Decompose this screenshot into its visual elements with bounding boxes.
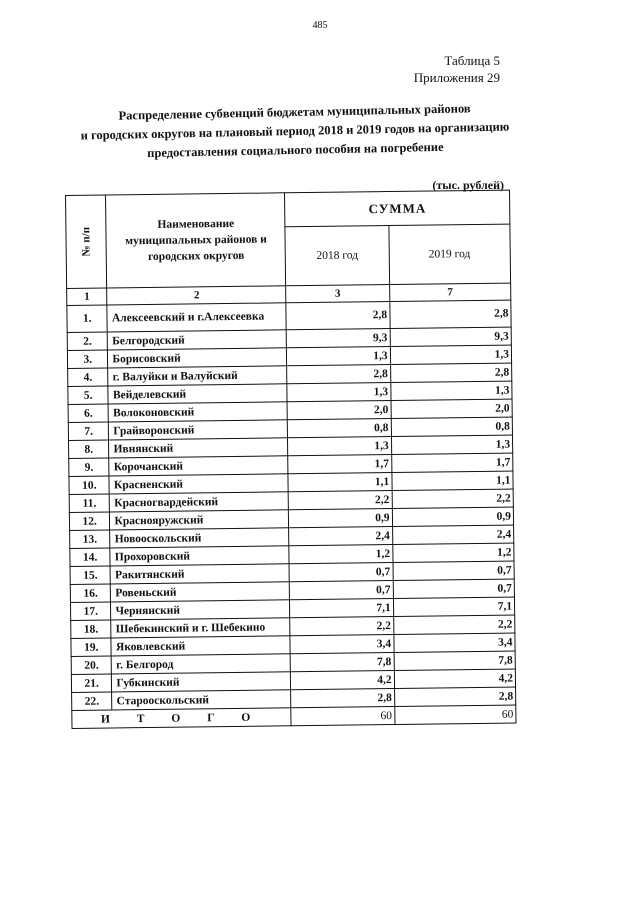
row-value-2019: 1,3 bbox=[391, 435, 513, 454]
row-value-2019: 9,3 bbox=[390, 327, 512, 346]
row-value-2019: 2,2 bbox=[393, 615, 515, 634]
row-value-2019: 0,7 bbox=[393, 579, 515, 598]
row-district-name: Вейделевский bbox=[108, 384, 287, 404]
row-value-2018: 0,8 bbox=[288, 419, 391, 438]
row-number: 14. bbox=[70, 548, 111, 566]
row-value-2018: 2,2 bbox=[289, 491, 392, 510]
table-ref-line1: Таблица 5 bbox=[444, 53, 500, 68]
header-year-2018: 2018 год bbox=[285, 226, 389, 286]
row-number: 7. bbox=[68, 422, 109, 440]
table-header bbox=[66, 190, 511, 305]
page-number: 485 bbox=[312, 20, 328, 31]
row-number: 2. bbox=[67, 332, 108, 350]
row-value-2018: 2,4 bbox=[289, 527, 392, 546]
row-value-2018: 2,0 bbox=[288, 401, 391, 420]
row-district-name: Волоконовский bbox=[109, 402, 288, 422]
row-value-2018: 1,1 bbox=[288, 473, 391, 492]
row-value-2019: 3,4 bbox=[394, 633, 516, 652]
row-number: 8. bbox=[68, 440, 109, 458]
header-num bbox=[66, 195, 108, 288]
title-line3: предоставления социального пособия на погребение bbox=[147, 139, 444, 161]
row-number: 1. bbox=[67, 305, 108, 332]
row-number: 3. bbox=[67, 350, 108, 368]
row-district-name: Краснояружский bbox=[110, 510, 289, 530]
column-index: 7 bbox=[389, 283, 511, 301]
row-value-2018: 0,9 bbox=[289, 509, 392, 528]
row-value-2019: 1,3 bbox=[390, 381, 512, 400]
total-label: И Т О Г О bbox=[72, 708, 292, 729]
header-sum: СУММА bbox=[285, 190, 510, 227]
row-district-name: Чернянский bbox=[111, 600, 290, 620]
total-2019: 60 bbox=[394, 705, 516, 724]
row-value-2018: 1,3 bbox=[287, 383, 390, 402]
row-district-name: г. Белгород bbox=[112, 654, 291, 674]
row-value-2018: 2,8 bbox=[286, 302, 389, 330]
row-number: 11. bbox=[69, 494, 110, 512]
row-value-2019: 2,0 bbox=[391, 399, 513, 418]
row-value-2018: 2,8 bbox=[287, 365, 390, 384]
row-value-2019: 0,8 bbox=[391, 417, 513, 436]
row-value-2018: 2,8 bbox=[291, 689, 394, 708]
header-year-2019: 2019 год bbox=[389, 224, 511, 284]
header-num-label: № п/п bbox=[80, 226, 93, 257]
row-value-2019: 0,9 bbox=[392, 507, 514, 526]
table-body bbox=[67, 300, 516, 710]
row-district-name: Шебекинский и г. Шебекино bbox=[111, 618, 290, 638]
row-district-name: Ракитянский bbox=[110, 564, 289, 584]
table-ref-line2: Приложения 29 bbox=[413, 70, 500, 85]
row-number: 20. bbox=[71, 656, 112, 674]
row-district-name: Старооскольский bbox=[112, 690, 291, 710]
subvention-table bbox=[65, 190, 516, 729]
row-number: 13. bbox=[70, 530, 111, 548]
row-value-2018: 1,3 bbox=[287, 347, 390, 366]
row-value-2019: 7,8 bbox=[394, 651, 516, 670]
row-district-name: Ровеньский bbox=[111, 582, 290, 602]
row-number: 15. bbox=[70, 566, 111, 584]
row-district-name: Ивнянский bbox=[109, 438, 288, 458]
row-district-name: Борисовский bbox=[108, 348, 287, 368]
row-district-name: Корочанский bbox=[109, 456, 288, 476]
row-value-2019: 0,7 bbox=[393, 561, 515, 580]
row-district-name: Губкинский bbox=[112, 672, 291, 692]
row-district-name: Грайворонский bbox=[109, 420, 288, 440]
header-name-line2: муниципальных районов и bbox=[125, 233, 267, 248]
row-value-2018: 1,3 bbox=[288, 437, 391, 456]
row-value-2019: 4,2 bbox=[394, 669, 516, 688]
row-value-2018: 1,7 bbox=[288, 455, 391, 474]
row-value-2018: 7,8 bbox=[291, 653, 394, 672]
subvention-table-wrapper bbox=[65, 190, 516, 729]
row-number: 16. bbox=[70, 584, 111, 602]
row-district-name: Красногвардейский bbox=[110, 492, 289, 512]
title-line2: и городских округов на плановый период 2018 и 2019 годов на организацию bbox=[80, 119, 510, 143]
row-value-2019: 2,4 bbox=[392, 525, 514, 544]
document-title bbox=[59, 98, 530, 165]
units-label: (тыс. рублей) bbox=[432, 178, 504, 192]
column-index: 1 bbox=[67, 288, 108, 305]
row-number: 17. bbox=[70, 602, 111, 620]
row-value-2019: 2,8 bbox=[390, 363, 512, 382]
row-number: 22. bbox=[72, 692, 113, 710]
row-number: 4. bbox=[68, 368, 109, 386]
row-value-2018: 0,7 bbox=[289, 563, 392, 582]
row-value-2018: 0,7 bbox=[290, 581, 393, 600]
table-reference bbox=[414, 52, 500, 86]
row-number: 9. bbox=[69, 458, 110, 476]
header-name-line3: городских округов bbox=[148, 249, 245, 263]
row-value-2018: 4,2 bbox=[291, 671, 394, 690]
row-value-2019: 1,7 bbox=[391, 453, 513, 472]
title-line1: Распределение субвенций бюджетам муниципальных районов bbox=[118, 101, 471, 123]
header-name-line1: Наименование bbox=[157, 217, 235, 231]
column-index: 3 bbox=[286, 285, 389, 303]
row-district-name: Красненский bbox=[109, 474, 288, 494]
row-value-2019: 2,2 bbox=[392, 489, 514, 508]
row-district-name: Белгородский bbox=[108, 330, 287, 350]
row-value-2019: 1,2 bbox=[392, 543, 514, 562]
row-number: 6. bbox=[68, 404, 109, 422]
total-2018: 60 bbox=[291, 707, 394, 726]
row-district-name: Алексеевский и г.Алексеевка bbox=[107, 303, 286, 332]
row-district-name: Яковлевский bbox=[111, 636, 290, 656]
row-value-2018: 9,3 bbox=[287, 329, 390, 348]
row-value-2019: 1,3 bbox=[390, 345, 512, 364]
row-value-2019: 2,8 bbox=[389, 300, 511, 328]
row-number: 18. bbox=[71, 620, 112, 638]
row-value-2019: 7,1 bbox=[393, 597, 515, 616]
row-district-name: Прохоровский bbox=[110, 546, 289, 566]
row-district-name: г. Валуйки и Валуйский bbox=[108, 366, 287, 386]
column-index: 2 bbox=[107, 286, 286, 305]
row-value-2018: 1,2 bbox=[289, 545, 392, 564]
row-value-2019: 2,8 bbox=[394, 687, 516, 706]
row-number: 21. bbox=[71, 674, 112, 692]
row-value-2019: 1,1 bbox=[392, 471, 514, 490]
row-value-2018: 2,2 bbox=[290, 617, 393, 636]
row-number: 12. bbox=[69, 512, 110, 530]
row-district-name: Новооскольский bbox=[110, 528, 289, 548]
row-value-2018: 7,1 bbox=[290, 599, 393, 618]
row-number: 19. bbox=[71, 638, 112, 656]
header-name bbox=[106, 193, 286, 288]
row-value-2018: 3,4 bbox=[290, 635, 393, 654]
row-number: 5. bbox=[68, 386, 109, 404]
row-number: 10. bbox=[69, 476, 110, 494]
